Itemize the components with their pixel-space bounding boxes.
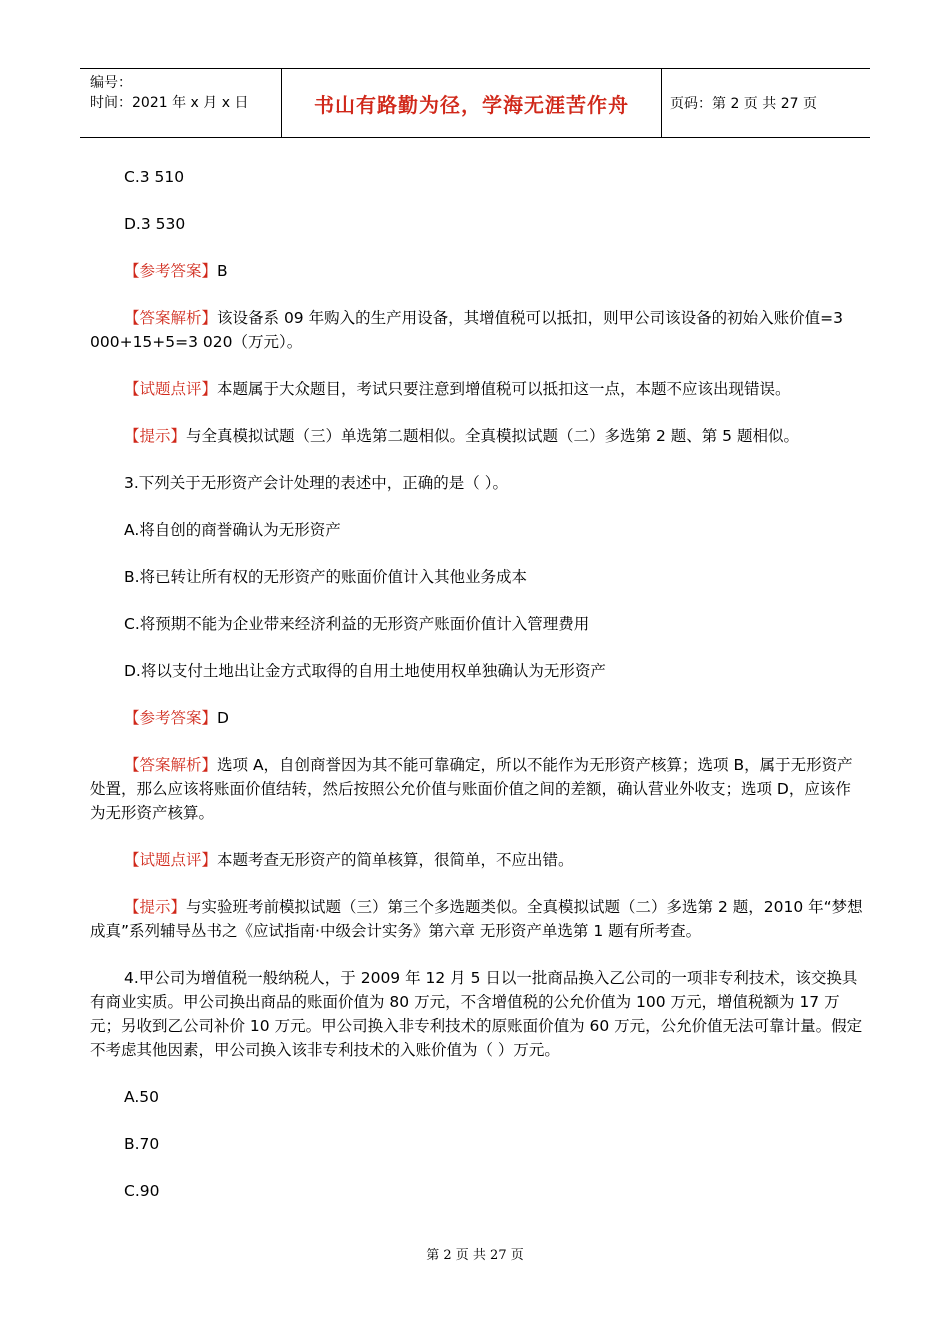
section-tag: 【试题点评】 bbox=[124, 380, 218, 398]
paragraph: 【提示】与全真模拟试题（三）单选第二题相似。全真模拟试题（二）多选第 2 题、第 5 题相似。 bbox=[124, 427, 799, 445]
paragraph: 【答案解析】选项 A，自创商誉因为其不能可靠确定，所以不能作为无形资产核算；选项 B，属于无形资产处置，那么应该将账面价值结转，然后按照公允价值与账面价值之间的差额，确认营业外收支；选项 D，应该作为无形资产核算。 bbox=[90, 756, 853, 822]
question: 4.甲公司为增值税一般纳税人，于 2009 年 12 月 5 日以一批商品换入乙公司的一项非专利技术，该交换具有商业实质。甲公司换出商品的账面价值为 80 万元，不含增值税的公允价值为 100 万元，增值税额为 17 万元；另收到乙公司补价 10 万元。甲公司换入非专利技术的原账面价值为 60 万元，公允价值无法可靠计量。假定不考虑其他因素，甲公司换入该非专利技术的入账价值为（ ）万元。 bbox=[90, 969, 863, 1059]
question: 3.下列关于无形资产会计处理的表述中，正确的是（ ）。 bbox=[124, 474, 508, 492]
header-time-label: 时间：2021 年 x 月 x 日 bbox=[90, 95, 249, 111]
section-tag: 【提示】 bbox=[124, 427, 187, 445]
header-meta bbox=[80, 69, 282, 137]
header-page-info: 页码：第 2 页 共 27 页 bbox=[670, 96, 817, 112]
paragraph: D.3 530 bbox=[124, 215, 186, 233]
option: C.将预期不能为企业带来经济利益的无形资产账面价值计入管理费用 bbox=[124, 615, 590, 633]
option: A.将自创的商誉确认为无形资产 bbox=[124, 521, 341, 539]
option: A.50 bbox=[124, 1088, 159, 1106]
section-tag: 【参考答案】 bbox=[124, 709, 218, 727]
section-tag: 【提示】 bbox=[124, 898, 187, 916]
section-tag: 【答案解析】 bbox=[124, 309, 218, 327]
paragraph: 【参考答案】B bbox=[124, 262, 228, 280]
section-tag: 【试题点评】 bbox=[124, 851, 218, 869]
option: C.90 bbox=[124, 1182, 160, 1200]
option: B.将已转让所有权的无形资产的账面价值计入其他业务成本 bbox=[124, 568, 528, 586]
page-footer: 第 2 页 共 27 页 bbox=[426, 1248, 524, 1263]
page-header bbox=[80, 68, 870, 138]
header-number-label: 编号： bbox=[90, 75, 132, 91]
header-motto: 书山有路勤为径，学海无涯苦作舟 bbox=[282, 69, 662, 137]
paragraph: 【参考答案】D bbox=[124, 709, 229, 727]
option: D.将以支付土地出让金方式取得的自用土地使用权单独确认为无形资产 bbox=[124, 662, 606, 680]
section-tag: 【答案解析】 bbox=[124, 756, 218, 774]
section-tag: 【参考答案】 bbox=[124, 262, 218, 280]
option: B.70 bbox=[124, 1135, 160, 1153]
paragraph: 【试题点评】本题属于大众题目，考试只要注意到增值税可以抵扣这一点，本题不应该出现错误。 bbox=[124, 380, 791, 398]
paragraph: 【提示】与实验班考前模拟试题（三）第三个多选题类似。全真模拟试题（二）多选第 2 题，2010 年“梦想成真”系列辅导丛书之《应试指南·中级会计实务》第六章 无形资产单选第 1 题有所考查。 bbox=[90, 898, 863, 940]
document-body bbox=[90, 165, 865, 1226]
paragraph: C.3 510 bbox=[124, 168, 185, 186]
paragraph: 【试题点评】本题考查无形资产的简单核算，很简单，不应出错。 bbox=[124, 851, 574, 869]
paragraph: 【答案解析】该设备系 09 年购入的生产用设备，其增值税可以抵扣，则甲公司该设备的初始入账价值=3 000+15+5=3 020（万元）。 bbox=[90, 309, 843, 351]
